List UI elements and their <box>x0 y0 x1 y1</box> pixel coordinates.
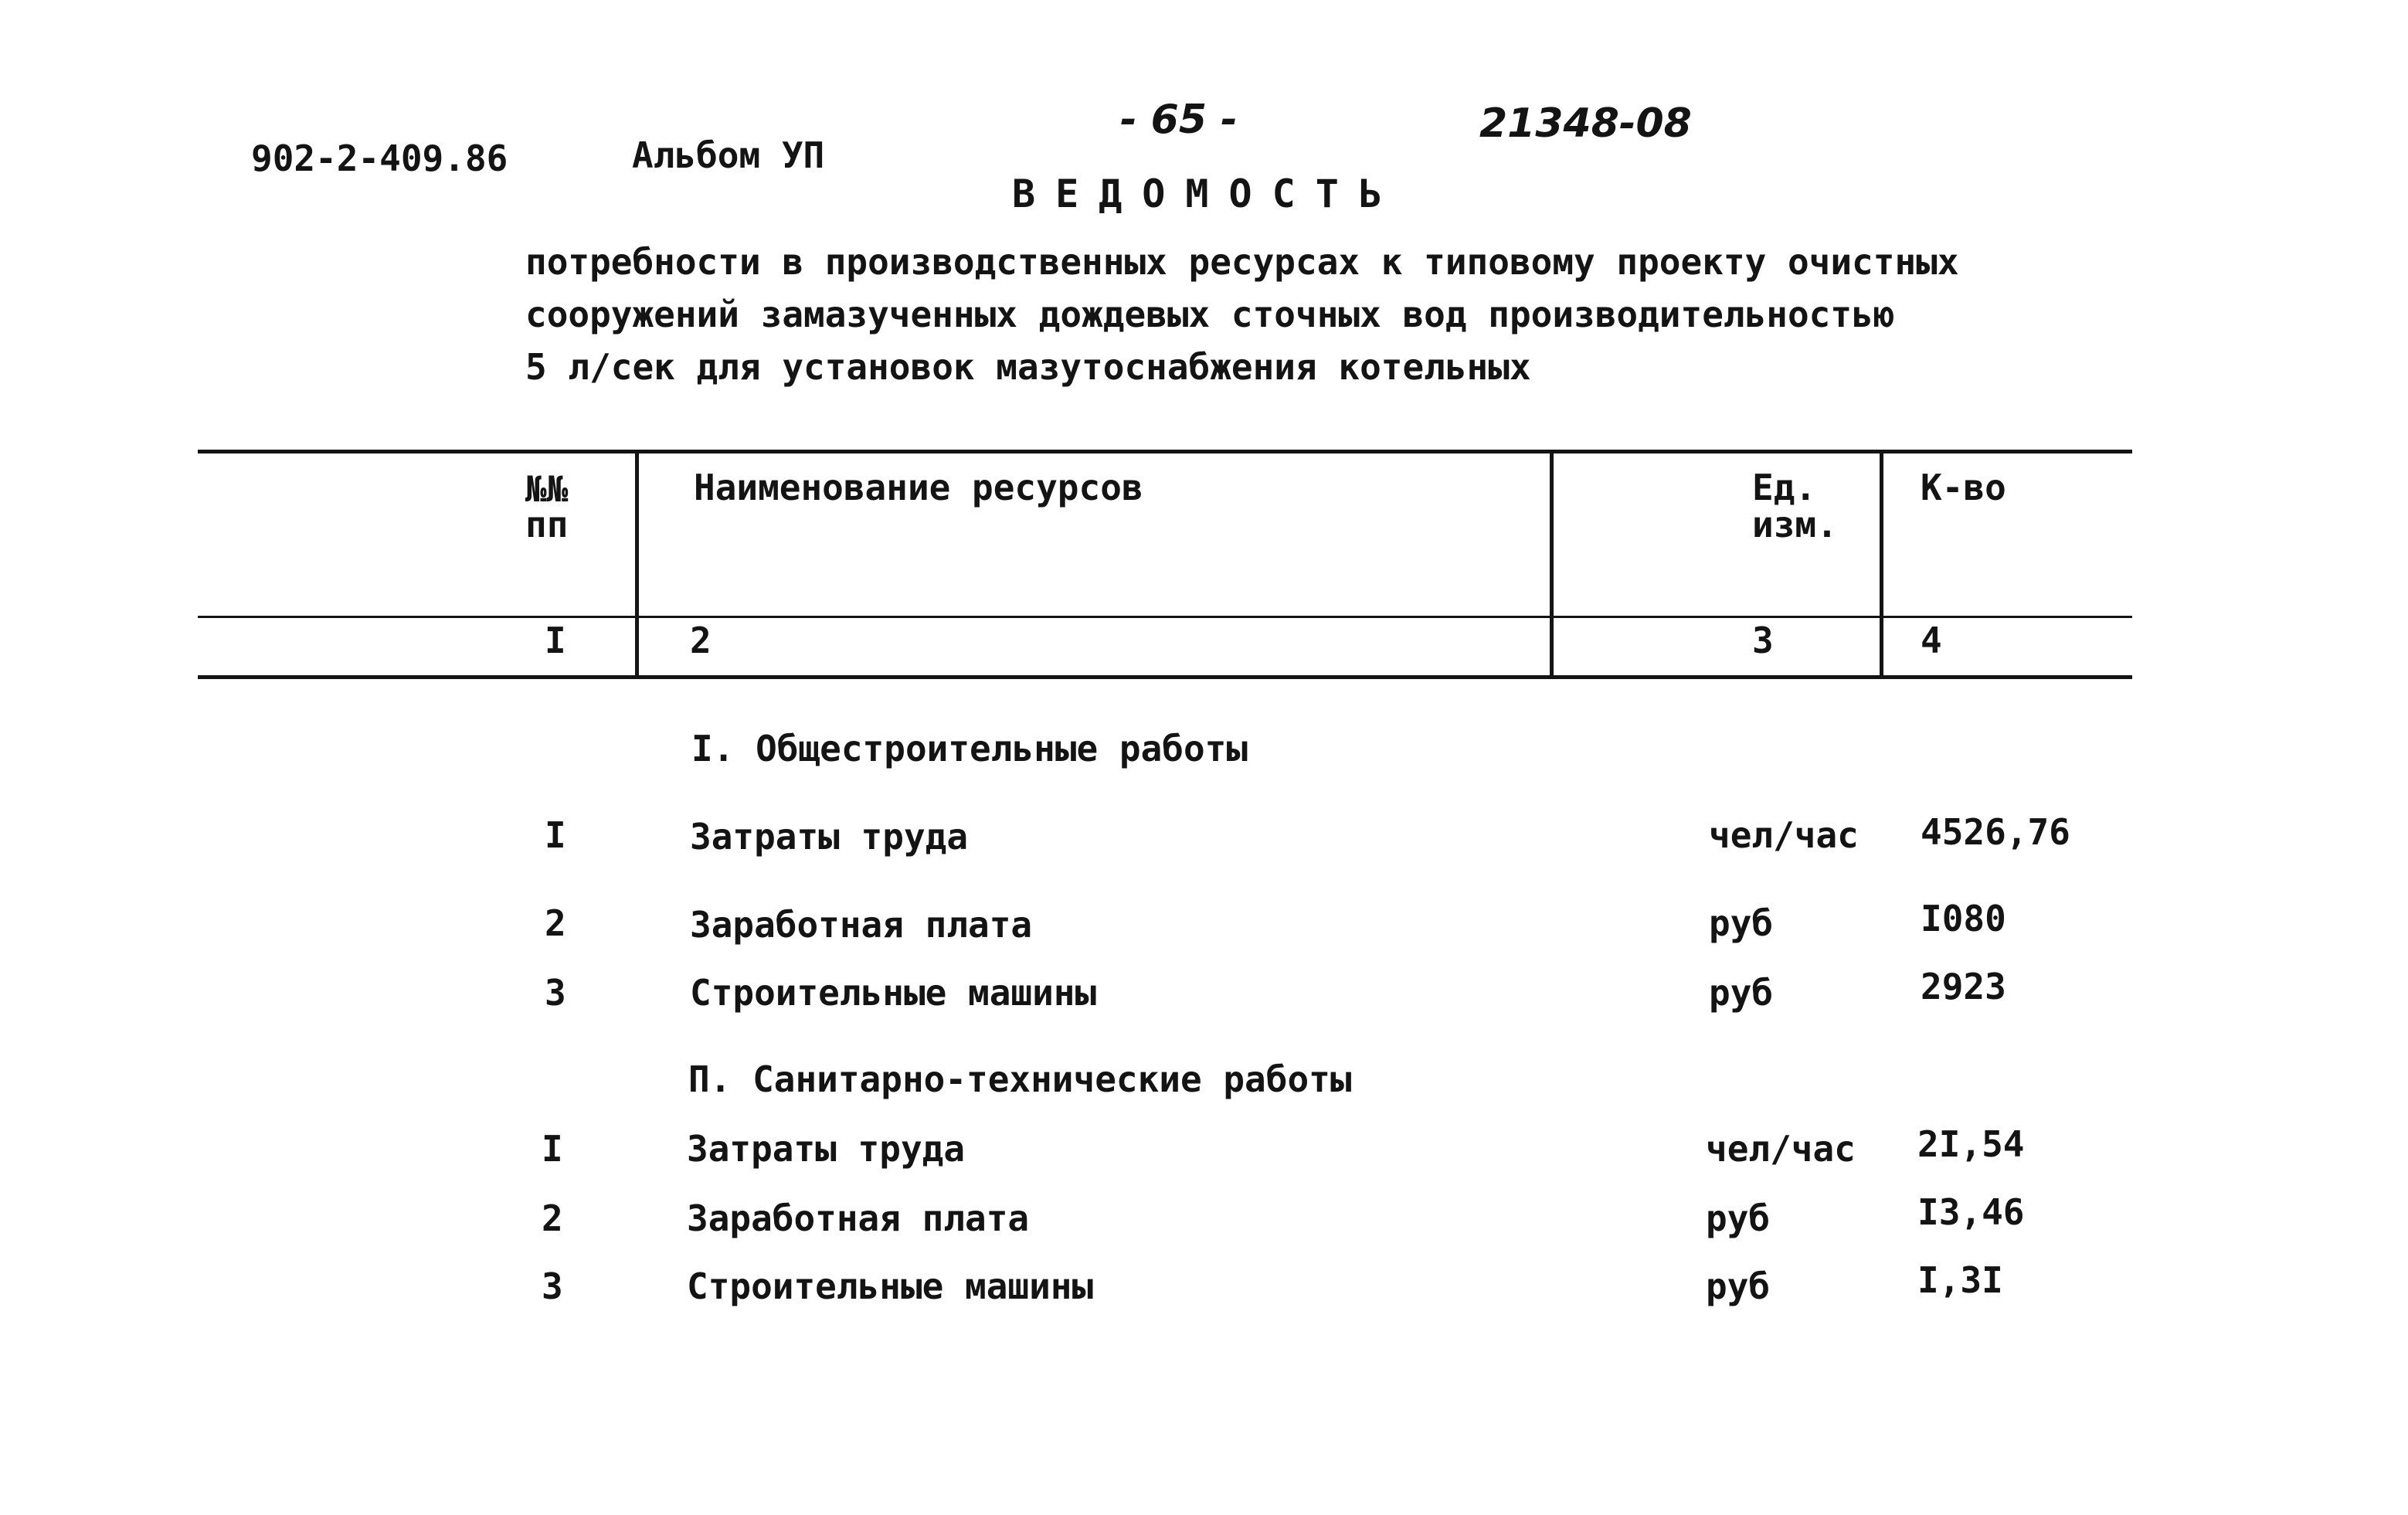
row-name: Строительные машины <box>687 1265 1094 1307</box>
header-qty: К-во <box>1921 467 2006 508</box>
row-qty: 2923 <box>1921 966 2006 1007</box>
page-number: - 65 - <box>1120 97 1238 143</box>
column-divider-1 <box>635 451 639 678</box>
header-name: Наименование ресурсов <box>694 467 1143 508</box>
row-unit: руб <box>1709 972 1774 1014</box>
table-bottom-rule <box>198 675 2132 679</box>
column-divider-2 <box>1550 451 1554 678</box>
header-unit-line2: изм. <box>1752 504 1838 545</box>
subtitle-line-3: 5 л/сек для установок мазутоснабжения котельных <box>525 346 1531 388</box>
row-num: 2 <box>545 902 566 944</box>
row-name: Заработная плата <box>690 904 1033 946</box>
document-title: ВЕДОМОСТЬ <box>1012 172 1402 216</box>
column-number-2: 2 <box>690 620 712 661</box>
header-num-line2: пп <box>525 504 569 545</box>
row-unit: руб <box>1706 1197 1771 1239</box>
inventory-number: 21348-08 <box>1479 100 1692 147</box>
column-number-1: I <box>545 620 566 661</box>
row-num: I <box>542 1128 563 1170</box>
header-unit-line1: Ед. <box>1752 467 1817 508</box>
document-code: 902-2-409.86 <box>251 138 508 179</box>
row-num: 2 <box>542 1197 563 1239</box>
row-unit: чел/час <box>1706 1128 1856 1170</box>
table-top-rule <box>198 450 2132 453</box>
row-unit: чел/час <box>1709 814 1859 856</box>
header-num-line1: №№ <box>525 468 569 510</box>
row-qty: 4526,76 <box>1921 811 2070 853</box>
row-unit: руб <box>1709 902 1774 944</box>
column-number-3: 3 <box>1752 620 1774 661</box>
row-name: Заработная плата <box>687 1197 1030 1239</box>
section-title-1: I. Общестроительные работы <box>691 728 1248 769</box>
subtitle-line-1: потребности в производственных ресурсах к типовому проекту очистных <box>525 241 1959 283</box>
column-divider-3 <box>1880 451 1883 678</box>
row-num: I <box>545 814 566 856</box>
row-qty: I080 <box>1921 898 2006 939</box>
table-header-divider <box>198 616 2132 618</box>
row-qty: I,3I <box>1917 1259 2003 1301</box>
row-name: Строительные машины <box>690 972 1097 1014</box>
row-num: 3 <box>542 1265 563 1307</box>
row-qty: 2I,54 <box>1917 1123 2025 1165</box>
album-label: Альбом УП <box>632 134 825 176</box>
column-number-4: 4 <box>1921 620 1942 661</box>
section-title-2: П. Санитарно-технические работы <box>688 1058 1352 1100</box>
subtitle-line-2: сооружений замазученных дождевых сточных вод производительностью <box>525 294 1895 335</box>
row-name: Затраты труда <box>687 1128 966 1170</box>
row-num: 3 <box>545 972 566 1014</box>
row-qty: I3,46 <box>1917 1191 2025 1233</box>
row-name: Затраты труда <box>690 816 969 858</box>
row-unit: руб <box>1706 1265 1771 1307</box>
